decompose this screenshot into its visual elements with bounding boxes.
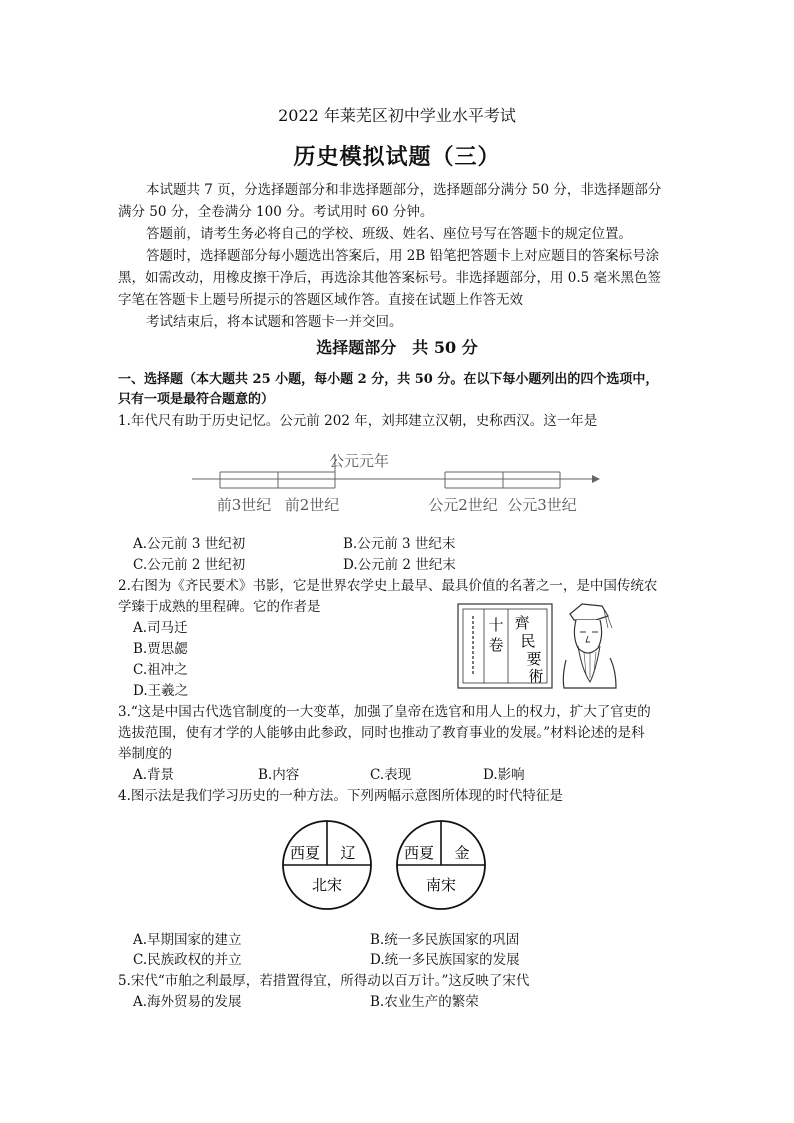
book-title-char: 要 bbox=[526, 650, 542, 668]
book-cover-image bbox=[456, 602, 556, 692]
question-1-stem: 1.年代尺有助于历史记忆。公元前 202 年，刘邦建立汉朝，史称西汉。这一年是 bbox=[118, 413, 598, 429]
diagram-northern-song bbox=[283, 821, 371, 909]
question-5-option-a[interactable]: A.海外贸易的发展 bbox=[133, 994, 242, 1010]
section-title: 选择题部分 共 50 分 bbox=[316, 338, 478, 357]
timeline-center-label: 公元元年 bbox=[328, 452, 390, 470]
instruction-line: 考试结束后，将本试题和答题卡一并交回。 bbox=[146, 314, 403, 330]
diagram2-bottom: 南宋 bbox=[425, 876, 457, 894]
question-3-option-a[interactable]: A.背景 bbox=[133, 767, 175, 783]
question-4-option-b[interactable]: B.统一多民族国家的巩固 bbox=[370, 932, 520, 948]
question-4-option-a[interactable]: A.早期国家的建立 bbox=[133, 932, 242, 948]
question-3-option-d[interactable]: D.影响 bbox=[483, 767, 525, 783]
dynasty-diagrams bbox=[280, 818, 500, 914]
instruction-line: 答题前，请考生务必将自己的学校、班级、姓名、座位号写在答题卡的规定位置。 bbox=[146, 226, 632, 242]
question-5-stem: 5.宋代“市舶之利最厚，若措置得宜，所得动以百万计。”这反映了宋代 bbox=[118, 973, 530, 989]
instruction-line: 满分 50 分，全卷满分 100 分。考试用时 60 分钟。 bbox=[118, 204, 434, 220]
diagram1-bottom: 北宋 bbox=[311, 876, 343, 894]
question-4-option-c[interactable]: C.民族政权的并立 bbox=[133, 952, 242, 968]
timeline-label: 公元2世纪 bbox=[428, 496, 498, 514]
question-4-option-d[interactable]: D.统一多民族国家的发展 bbox=[370, 952, 520, 968]
author-portrait-image bbox=[552, 600, 622, 690]
question-2-stem: 学臻于成熟的里程碑。它的作者是 bbox=[118, 599, 321, 615]
diagram1-top-left: 西夏 bbox=[289, 844, 321, 862]
book-title-char: 民 bbox=[520, 632, 536, 650]
exam-title: 2022 年莱芜区初中学业水平考试 bbox=[278, 106, 516, 125]
timeline-label: 前3世纪 bbox=[216, 496, 272, 514]
timeline-label: 前2世纪 bbox=[284, 496, 340, 514]
question-2-stem: 2.右图为《齐民要术》书影，它是世界农学史上最早、最具价值的名著之一，是中国传统农 bbox=[118, 578, 658, 594]
book-volume-char: 十 bbox=[488, 616, 504, 634]
question-1-option-c[interactable]: C.公元前 2 世纪初 bbox=[133, 557, 246, 573]
question-3-stem: 3.“这是中国古代选官制度的一大变革，加强了皇帝在选官和用人上的权力，扩大了官吏的 bbox=[118, 704, 651, 720]
instruction-line: 本试题共 7 页，分选择题部分和非选择题部分，选择题部分满分 50 分，非选择题部分 bbox=[146, 182, 662, 198]
diagram2-top-left: 西夏 bbox=[403, 844, 435, 862]
question-3-stem: 选拔范围，使有才学的人能够由此参政，同时也推动了教育事业的发展。”材料论述的是科 bbox=[118, 725, 645, 741]
question-1-option-a[interactable]: A.公元前 3 世纪初 bbox=[133, 536, 246, 552]
diagram1-top-right: 辽 bbox=[340, 844, 356, 862]
diagram2-top-right: 金 bbox=[454, 844, 470, 862]
section-intro: 一、选择题（本大题共 25 小题，每小题 2 分，共 50 分。在以下每小题列出的四个选项中， bbox=[118, 372, 659, 387]
question-3-option-c[interactable]: C.表现 bbox=[370, 767, 412, 783]
section-intro: 只有一项是最符合题意的） bbox=[118, 392, 275, 407]
timeline-label: 公元3世纪 bbox=[507, 496, 577, 514]
question-2-option-d[interactable]: D.王羲之 bbox=[133, 683, 189, 699]
question-5-option-b[interactable]: B.农业生产的繁荣 bbox=[370, 994, 479, 1010]
book-volume-char: 卷 bbox=[488, 636, 504, 654]
subject-title: 历史模拟试题（三） bbox=[293, 144, 501, 170]
instruction-line: 答题时，选择题部分每小题选出答案后，用 2B 铅笔把答题卡上对应题目的答案标号涂 bbox=[146, 248, 660, 264]
question-2-option-b[interactable]: B.贾思勰 bbox=[133, 641, 188, 657]
question-3-stem: 举制度的 bbox=[118, 746, 172, 762]
instruction-line: 黑，如需改动，用橡皮擦干净后，再选涂其他答案标号。非选择题部分，用 0.5 毫米黑色签 bbox=[118, 270, 662, 286]
book-title-char: 齊 bbox=[514, 614, 530, 632]
question-2-option-c[interactable]: C.祖冲之 bbox=[133, 662, 188, 678]
question-2-option-a[interactable]: A.司马迁 bbox=[133, 620, 188, 636]
question-1-option-b[interactable]: B.公元前 3 世纪末 bbox=[343, 536, 456, 552]
question-3-option-b[interactable]: B.内容 bbox=[258, 767, 300, 783]
instruction-line: 字笔在答题卡上题号所提示的答题区域作答。直接在试题上作答无效 bbox=[118, 292, 523, 308]
question-1-option-d[interactable]: D.公元前 2 世纪末 bbox=[343, 557, 456, 573]
question-4-stem: 4.图示法是我们学习历史的一种方法。下列两幅示意图所体现的时代特征是 bbox=[118, 788, 563, 804]
timeline-diagram bbox=[180, 446, 610, 522]
book-title-char: 術 bbox=[528, 667, 544, 685]
diagram-southern-song bbox=[397, 821, 485, 909]
